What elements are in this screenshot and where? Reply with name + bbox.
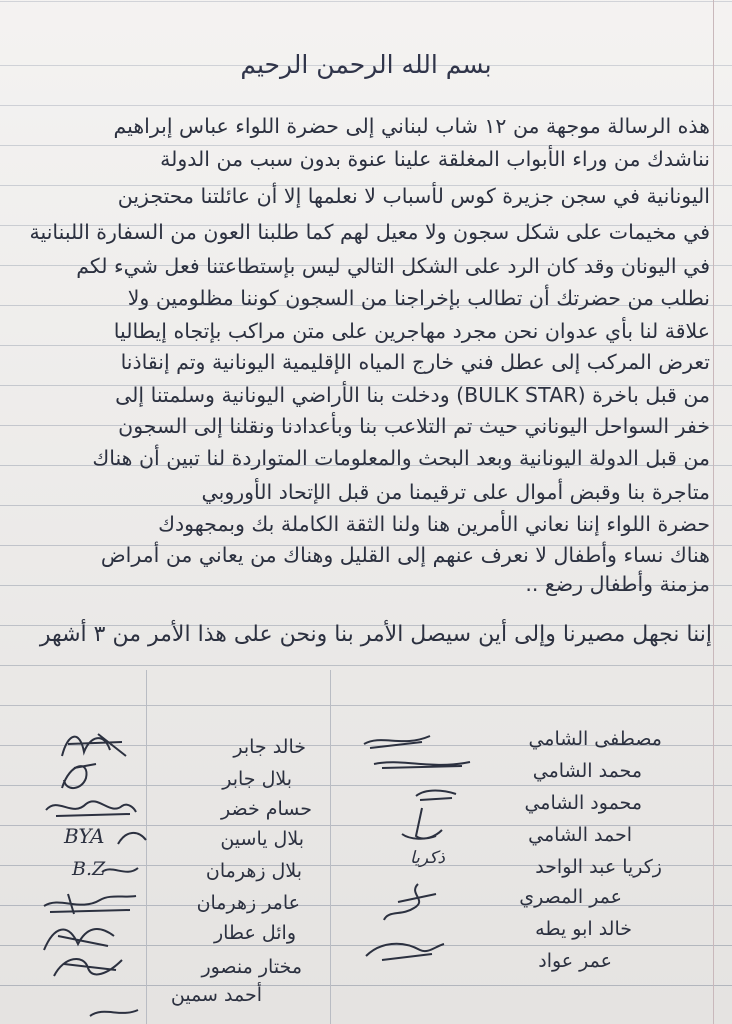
signature-text: B.Z	[72, 858, 106, 880]
signature-text: BYA	[64, 824, 105, 848]
signature-mark	[56, 758, 104, 794]
letter-line: هذه الرسالة موجهة من ١٢ شاب لبناني إلى حضرة اللواء عباس إبراهيم	[113, 114, 710, 138]
letter-line: نطلب من حضرتك أن تطالب بإخراجنا من السجون كوننا مظلومين ولا	[127, 286, 710, 310]
letter-heading: بسم الله الرحمن الرحيم	[240, 50, 492, 79]
signatory-name: مصطفى الشامي	[528, 728, 662, 750]
signatory-name: عامر زهرمان	[196, 892, 300, 914]
letter-line: اليونانية في سجن جزيرة كوس لأسباب لا نعلمها إلا أن عائلتنا محتجزين	[117, 184, 710, 208]
letter-line: خفر السواحل اليوناني حيث تم التلاعب بنا وبأعدادنا ونقلنا إلى السجون	[118, 414, 710, 438]
signature-mark	[50, 950, 126, 982]
signature-text: ذكريا	[410, 848, 445, 868]
signature-mark	[378, 880, 442, 926]
signature-mark	[414, 786, 458, 806]
signature-mark	[42, 792, 138, 822]
margin-line	[713, 0, 714, 1024]
letter-line: نناشدك من وراء الأبواب المغلقة علينا عنوة بدون سبب من الدولة	[160, 147, 710, 171]
letter-closing-line: إننا نجهل مصيرنا وإلى أين سيصل الأمر بنا ونحن على هذا الأمر من ٣ أشهر	[39, 622, 712, 647]
letter-line: في اليونان وقد كان الرد على الشكل التالي ليس بإستطاعتنا فعل شيء لكم	[76, 254, 710, 278]
signatory-name: حسام خضر	[221, 798, 312, 820]
signatory-name: مختار منصور	[201, 956, 302, 978]
signatory-name: عمر عواد	[538, 950, 612, 972]
signature-mark	[362, 936, 446, 964]
letter-line: متاجرة بنا وقبض أموال على ترقيمنا من قبل الإتحاد الأوروبي	[201, 480, 710, 504]
signatory-name: أحمد سمين	[170, 984, 262, 1006]
signatory-name: خالد جابر	[233, 736, 306, 758]
signatory-name: خالد ابو يطه	[535, 918, 632, 940]
signatory-name: بلال ياسين	[220, 828, 304, 850]
letter-line: مزمنة وأطفال رضع ..	[525, 572, 710, 596]
signatory-name: محمود الشامي	[524, 792, 642, 814]
signatory-name: بلال جابر	[222, 768, 292, 790]
letter-line: في مخيمات على شكل سجون ولا معيل لهم كما طلبنا العون من السفارة اللبنانية	[29, 220, 710, 244]
signature-mark	[40, 890, 140, 918]
column-divider	[330, 670, 331, 1024]
letter-line: حضرة اللواء إننا نعاني الأمرين هنا ولنا الثقة الكاملة بك وبمجهودك	[158, 512, 710, 536]
signatory-name: عمر المصري	[519, 886, 622, 908]
signature-mark	[58, 726, 130, 762]
signature-mark	[88, 1004, 140, 1022]
letter-line: علاقة لنا بأي عدوان نحن مجرد مهاجرين على متن مراكب بإتجاه إيطاليا	[113, 319, 710, 343]
signatory-name: محمد الشامي	[532, 760, 642, 782]
signature-mark	[396, 806, 446, 848]
letter-line: هناك نساء وأطفال لا نعرف عنهم إلى القليل وهناك من يعاني من أمراض	[100, 543, 710, 567]
signatory-name: وائل عطار	[213, 922, 296, 944]
signatory-name: احمد الشامي	[528, 824, 632, 846]
signature-mark	[100, 862, 140, 880]
signature-mark	[116, 826, 148, 850]
signature-mark	[372, 756, 472, 774]
signatory-name: زكريا عبد الواحد	[535, 856, 662, 878]
letter-line: من قبل الدولة اليونانية وبعد البحث والمعلومات المتواردة لنا تبين أن هناك	[92, 446, 710, 470]
letter-line: من قبل باخرة (BULK STAR) ودخلت بنا الأراضي اليونانية وسلمتنا إلى	[115, 383, 710, 407]
signatory-name: بلال زهرمان	[205, 860, 302, 882]
letter-line: تعرض المركب إلى عطل فني خارج المياه الإقليمية اليونانية وتم إنقاذنا	[120, 350, 710, 374]
signature-mark	[362, 730, 432, 752]
